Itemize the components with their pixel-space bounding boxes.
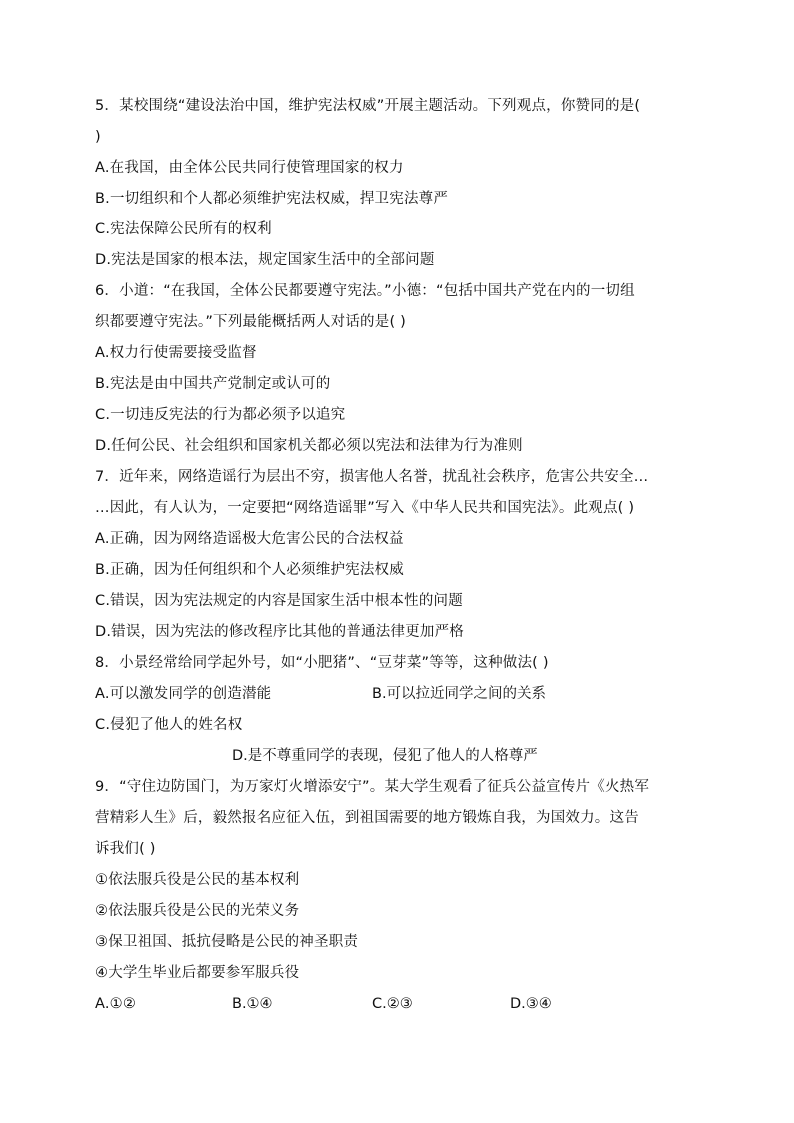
q9-stem-line3: 诉我们( ): [95, 841, 156, 857]
q6-option-c: C.一切违反宪法的行为都必须予以追究: [95, 407, 346, 423]
q5-option-d: D.宪法是国家的根本法，规定国家生活中的全部问题: [95, 252, 435, 268]
q9-statement-4: ④大学生毕业后都要参军服兵役: [95, 965, 300, 981]
q5-option-c: C.宪法保障公民所有的权利: [95, 221, 272, 237]
q6-option-d: D.任何公民、社会组织和国家机关都必须以宪法和法律为行为准则: [95, 438, 523, 454]
q5-stem-line1: 5．某校围绕“建设法治中国，维护宪法权威”开展主题活动。下列观点，你赞同的是(: [95, 98, 641, 114]
q9-statement-1: ①依法服兵役是公民的基本权利: [95, 872, 300, 888]
q6-option-b: B.宪法是由中国共产党制定或认可的: [95, 376, 331, 392]
q9-option-a: A.①②: [95, 996, 137, 1012]
q7-stem-line1: 7．近年来，网络造谣行为层出不穷，损害他人名誉，扰乱社会秩序，危害公共安全…: [95, 469, 649, 485]
q6-option-a: A.权力行使需要接受监督: [95, 345, 257, 361]
q9-statement-3: ③保卫祖国、抵抗侵略是公民的神圣职责: [95, 934, 359, 950]
q9-stem-line2: 营精彩人生》后，毅然报名应征入伍，到祖国需要的地方锻炼自我，为国效力。这告: [95, 810, 639, 826]
q5-stem-line2: ): [95, 129, 101, 145]
q8-stem: 8．小景经常给同学起外号，如“小肥猪”、“豆芽菜”等等，这种做法( ): [95, 655, 549, 671]
q6-stem-line1: 6．小道：“在我国，全体公民都要遵守宪法。”小德：“包括中国共产党在内的一切组: [95, 283, 635, 299]
q5-option-b: B.一切组织和个人都必须维护宪法权威，捍卫宪法尊严: [95, 191, 449, 207]
q7-option-a: A.正确，因为网络造谣极大危害公民的合法权益: [95, 531, 404, 547]
q9-option-c: C.②③: [372, 996, 413, 1012]
q7-option-d: D.错误，因为宪法的修改程序比其他的普通法律更加严格: [95, 624, 464, 640]
q5-option-a: A.在我国，由全体公民共同行使管理国家的权力: [95, 160, 404, 176]
q6-stem-line2: 织都要遵守宪法。”下列最能概括两人对话的是( ): [95, 314, 406, 330]
q7-stem-line2: …因此，有人认为，一定要把“网络造谣罪”写入《中华人民共和国宪法》。此观点( ): [95, 500, 635, 516]
q7-option-b: B.正确，因为任何组织和个人必须维护宪法权威: [95, 562, 404, 578]
q8-option-b: B.可以拉近同学之间的关系: [372, 686, 547, 702]
q9-option-b: B.①④: [232, 996, 273, 1012]
q8-option-d: D.是不尊重同学的表现，侵犯了他人的人格尊严: [232, 748, 538, 764]
q7-option-c: C.错误，因为宪法规定的内容是国家生活中根本性的问题: [95, 593, 463, 609]
q9-statement-2: ②依法服兵役是公民的光荣义务: [95, 903, 300, 919]
q8-option-a: A.可以激发同学的创造潜能: [95, 686, 272, 702]
q9-stem-line1: 9．“守住边防国门，为万家灯火增添安宁”。某大学生观看了征兵公益宣传片《火热军: [95, 779, 650, 795]
q9-option-d: D.③④: [510, 996, 552, 1012]
q8-option-c: C.侵犯了他人的姓名权: [95, 717, 243, 733]
